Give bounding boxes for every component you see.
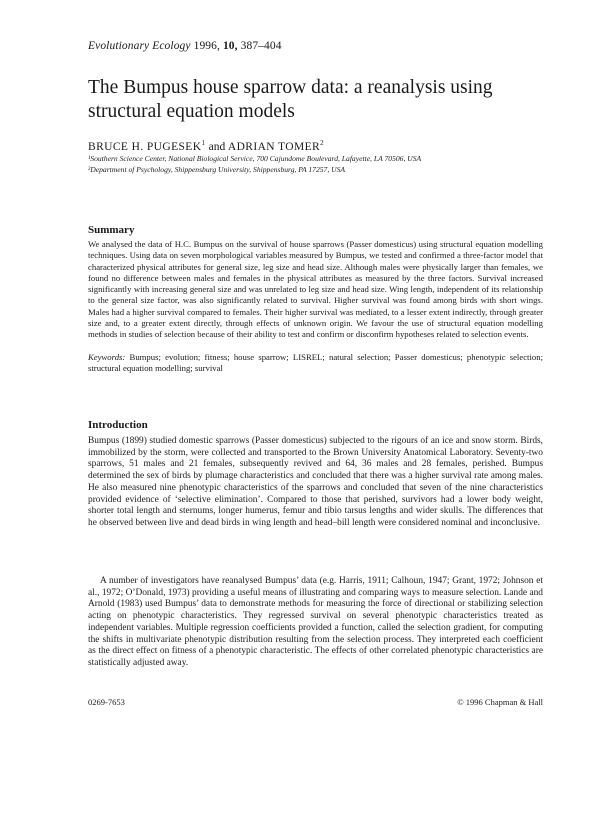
keywords-text: Bumpus; evolution; fitness; house sparrow; LISREL; natural selection; Passer domesticus; phenotypic selection; structural equation modelling; survival bbox=[88, 352, 543, 374]
author-line bbox=[88, 139, 324, 153]
introduction-heading: Introduction bbox=[88, 419, 148, 431]
summary-text: We analysed the data of H.C. Bumpus on the survival of house sparrows (Passer domesticus) using structural equation modelling techniques. Using data on seven morphological variables measured by Bumpus, we tested and confirmed a three-factor model that characterized physical attributes for general size, leg size and head size. Although males were physically larger than females, we found no difference between males and females in the physical attributes as measured by the three factors. Survival increased significantly with increasing general size and was unrelated to leg size and head size. Wing length, independent of its relationship to the general size factor, was also significantly related to survival. Higher survival was found among birds with short wings. Males had a higher survival compared to females. Their higher survival was mediated, to a lesser extent indirectly, through greater size and, to a greater extent directly, through effects of unknown origin. We favour the use of structural equation modelling methods in studies of selection because of their ability to test and confirm or disconfirm hypotheses related to selection events. bbox=[88, 239, 543, 340]
keywords bbox=[88, 352, 543, 375]
keywords-label: Keywords: bbox=[88, 352, 126, 362]
introduction-paragraph-2: A number of investigators have reanalysed Bumpus’ data (e.g. Harris, 1911; Calhoun, 1947; Grant, 1972; Johnson et al., 1972; O’Donald, 1973) providing a useful means of illustrating and comparing ways to measure selection. Lande and Arnold (1983) used Bumpus’ data to demonstrate methods for measuring the force of directional or stabilizing selection acting on phenotypic characteristics. They regressed survival on several phenotypic characteristics treated as independent variables. Multiple regression coefficients provided a function, called the selection gradient, for computing the shifts in multivariate phenotypic distribution resulting from the selection process. They interpreted each coefficient as the direct effect on fitness of a phenotypic characteristic. The effects of other correlated phenotypic characteristics are statistically adjusted away. bbox=[88, 576, 543, 668]
journal-header bbox=[88, 40, 282, 52]
author-2-mark: 2 bbox=[320, 139, 325, 147]
footer-copyright: © 1996 Chapman & Hall bbox=[457, 697, 543, 707]
paper-title: The Bumpus house sparrow data: a reanalysis using structural equation models bbox=[88, 77, 493, 122]
author-conjunction: and bbox=[208, 140, 226, 153]
journal-pages: 387–404 bbox=[240, 40, 282, 52]
footer-code: 0269-7653 bbox=[88, 697, 125, 707]
journal-name: Evolutionary Ecology bbox=[88, 40, 191, 52]
journal-volume: 10, bbox=[222, 40, 238, 52]
affiliation-1: ¹Southern Science Center, National Biological Service, 700 Cajundome Boulevard, Lafayette, LA 70506, USA bbox=[88, 154, 422, 163]
author-1-mark: 1 bbox=[201, 139, 206, 147]
author-1: BRUCE H. PUGESEK bbox=[88, 140, 202, 153]
introduction-paragraph-1: Bumpus (1899) studied domestic sparrows (Passer domesticus) subjected to the rigours of an ice and snow storm. Birds, immobilized by the storm, were collected and transported to the Brown University Anatomical Laboratory. Seventy-two sparrows, 51 males and 21 females, subsequently revived and 64, 36 males and 28 females, perished. Bumpus determined the sex of birds by plumage characteristics and concluded that there was a higher survival rate among males. He also measured nine phenotypic characteristics of the sparrows and concluded that seven of the nine characteristics provided evidence of ‘selective elimination’. Compared to those that perished, survivors had a lower body weight, shorter total length and sternums, longer humerus, femur and tibio tarsus lengths and wider skulls. The differences that he observed between live and dead birds in wing length and head–bill length were considered nominal and inconclusive. bbox=[88, 436, 543, 528]
author-2: ADRIAN TOMER bbox=[227, 140, 321, 153]
summary-heading: Summary bbox=[88, 224, 135, 236]
journal-year: 1996, bbox=[193, 40, 220, 52]
affiliation-2: ²Department of Psychology, Shippensburg University, Shippensburg, PA 17257, USA bbox=[88, 165, 346, 174]
